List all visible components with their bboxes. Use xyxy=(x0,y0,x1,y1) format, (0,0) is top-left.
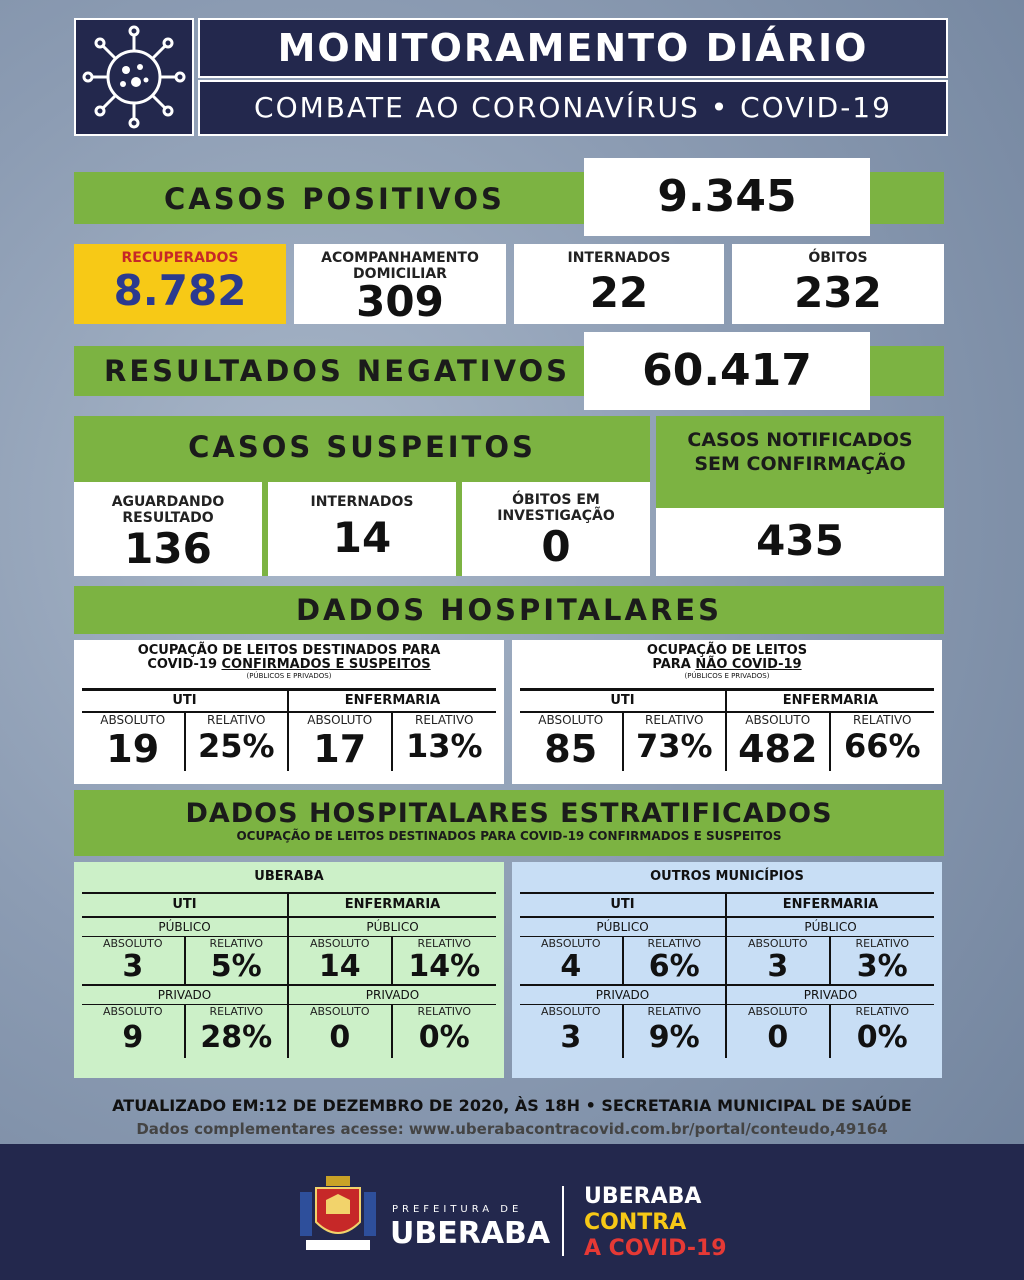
positivos-value: 9.345 xyxy=(657,171,797,222)
negativos-value-box xyxy=(584,332,870,410)
header-subtitle-box xyxy=(198,80,948,136)
prefeitura-label: PREFEITURA DE xyxy=(392,1204,523,1215)
page-subtitle: COMBATE AO CORONAVÍRUS • COVID-19 xyxy=(254,91,892,124)
hospitalares-bar xyxy=(74,586,944,634)
outros-enf-publico-label: PÚBLICO xyxy=(804,920,857,934)
obitos-label: ÓBITOS xyxy=(808,250,868,266)
estratificados-title: DADOS HOSPITALARES ESTRATIFICADOS xyxy=(185,798,833,829)
covid-beds-title-2a: COVID-19 xyxy=(147,657,222,672)
city-label: UBERABA xyxy=(390,1216,551,1251)
hospitalares-label: DADOS HOSPITALARES xyxy=(295,593,722,627)
uberaba-priv-enf-abs-value: 0 xyxy=(329,1020,351,1055)
uberaba-uti-privado-label: PRIVADO xyxy=(82,986,289,1004)
outros-pub-uti-abs-value: 4 xyxy=(560,949,582,984)
page-title: MONITORAMENTO DIÁRIO xyxy=(277,26,869,70)
internados-box xyxy=(514,244,724,324)
complementary-link[interactable]: Dados complementares acesse: www.uberabacontracovid.com.br/portal/conteudo,49164 xyxy=(136,1120,888,1138)
uberaba-uti-publico-label: PÚBLICO xyxy=(82,918,289,936)
covid-uti-abs-value: 19 xyxy=(106,727,160,771)
uberaba-priv-enf-abs-label: ABSOLUTO xyxy=(309,1005,370,1018)
nao-covid-beds-title-2 xyxy=(512,658,942,672)
covid-enf-rel-value: 13% xyxy=(405,727,483,765)
outros-priv-uti-rel-label: RELATIVO xyxy=(647,1005,702,1018)
updated-text: ATUALIZADO EM:12 DE DEZEMBRO DE 2020, ÀS 18H • SECRETARIA MUNICIPAL DE SAÚDE xyxy=(112,1096,912,1115)
internados-label: INTERNADOS xyxy=(567,250,671,266)
covid-beds-box xyxy=(74,640,504,784)
uberaba-priv-uti-rel-value: 28% xyxy=(200,1020,273,1055)
uberaba-pub-enf-abs-label: ABSOLUTO xyxy=(309,937,370,950)
uberaba-priv-uti-abs-label: ABSOLUTO xyxy=(102,1005,163,1018)
outros-uti-publico-label: PÚBLICO xyxy=(520,918,727,936)
outros-pub-enf-rel-label: RELATIVO xyxy=(855,937,910,950)
brand-bar xyxy=(0,1144,1024,1280)
suspeitos-label: CASOS SUSPEITOS xyxy=(188,430,536,464)
aguardando-label: AGUARDANDO RESULTADO xyxy=(111,494,225,526)
header-title-box xyxy=(198,18,948,78)
outros-pub-enf-abs-label: ABSOLUTO xyxy=(747,937,808,950)
uberaba-strat-box xyxy=(74,862,504,1078)
covid-enf-abs-value: 17 xyxy=(313,727,367,771)
uberaba-strat-title: UBERABA xyxy=(82,862,496,894)
outros-strat-title: OUTROS MUNICÍPIOS xyxy=(520,862,934,894)
uberaba-pub-enf-rel-label: RELATIVO xyxy=(417,937,472,950)
nao-covid-beds-title-2a: PARA xyxy=(652,657,696,672)
estratificados-subtitle: OCUPAÇÃO DE LEITOS DESTINADOS PARA COVID-19 CONFIRMADOS E SUSPEITOS xyxy=(236,829,782,843)
uberaba-pub-enf-abs-value: 14 xyxy=(318,949,361,984)
outros-strat-box xyxy=(512,862,942,1078)
nao-covid-enf-abs-label: ABSOLUTO xyxy=(745,713,811,727)
nao-covid-uti-rel-value: 73% xyxy=(635,727,713,765)
nao-covid-enf-header: ENFERMARIA xyxy=(782,693,879,708)
aguardando-value: 136 xyxy=(124,524,212,573)
internados-value: 22 xyxy=(589,268,649,317)
covid-enf-header: ENFERMARIA xyxy=(344,693,441,708)
obitos-investigacao-value: 0 xyxy=(541,522,571,571)
nao-covid-beds-title-1: OCUPAÇÃO DE LEITOS xyxy=(646,643,808,658)
recuperados-box xyxy=(74,244,286,324)
nao-covid-enf-abs-value: 482 xyxy=(738,727,818,771)
nao-covid-enf-rel-value: 66% xyxy=(843,727,921,765)
covid-beds-grid xyxy=(82,688,496,771)
positivos-label: CASOS POSITIVOS xyxy=(164,182,505,216)
domiciliar-value: 309 xyxy=(356,277,444,326)
nao-covid-beds-box xyxy=(512,640,942,784)
obitos-box xyxy=(732,244,944,324)
obitos-investigacao-label: ÓBITOS EM INVESTIGAÇÃO xyxy=(497,492,615,524)
nao-covid-uti-abs-label: ABSOLUTO xyxy=(538,713,604,727)
nao-covid-uti-rel-label: RELATIVO xyxy=(645,713,704,727)
obitos-value: 232 xyxy=(794,268,882,317)
uberaba-pub-enf-rel-value: 14% xyxy=(408,949,481,984)
uberaba-enf-header: ENFERMARIA xyxy=(344,897,441,912)
uberaba-pub-uti-rel-value: 5% xyxy=(210,949,262,984)
recuperados-value: 8.782 xyxy=(113,266,247,315)
covid-enf-abs-label: ABSOLUTO xyxy=(307,713,373,727)
outros-priv-enf-abs-label: ABSOLUTO xyxy=(747,1005,808,1018)
suspeitos-internados-value: 14 xyxy=(332,513,392,562)
outros-priv-enf-rel-label: RELATIVO xyxy=(855,1005,910,1018)
outros-priv-uti-abs-value: 3 xyxy=(560,1020,582,1055)
uberaba-priv-enf-rel-value: 0% xyxy=(418,1020,470,1055)
covid-beds-title-1: OCUPAÇÃO DE LEITOS DESTINADOS PARA xyxy=(137,643,441,658)
covid-beds-title-2 xyxy=(74,658,504,672)
covid-beds-note: (PÚBLICOS E PRIVADOS) xyxy=(246,672,332,680)
covid-enf-rel-label: RELATIVO xyxy=(415,713,474,727)
nao-covid-beds-title-2b: NÃO COVID-19 xyxy=(695,657,802,672)
covid-uti-abs-label: ABSOLUTO xyxy=(100,713,166,727)
covid-beds-title-2b: CONFIRMADOS E SUSPEITOS xyxy=(221,657,431,672)
nao-covid-uti-header: UTI xyxy=(520,691,727,711)
outros-enf-header: ENFERMARIA xyxy=(782,897,879,912)
uberaba-priv-uti-abs-value: 9 xyxy=(122,1020,144,1055)
outros-priv-enf-abs-value: 0 xyxy=(767,1020,789,1055)
obitos-investigacao-box xyxy=(462,482,650,576)
negativos-label: RESULTADOS NEGATIVOS xyxy=(104,354,571,388)
outros-pub-enf-rel-value: 3% xyxy=(856,949,908,984)
outros-uti-header: UTI xyxy=(520,894,727,916)
virus-icon xyxy=(76,20,192,134)
covid-uti-header: UTI xyxy=(82,691,289,711)
virus-logo-box xyxy=(74,18,194,136)
notificados-value: 435 xyxy=(756,516,844,565)
notificados-label: CASOS NOTIFICADOS SEM CONFIRMAÇÃO xyxy=(687,429,913,475)
brand-divider xyxy=(562,1186,564,1256)
nao-covid-beds-note: (PÚBLICOS E PRIVADOS) xyxy=(684,672,770,680)
uberaba-enf-publico-label: PÚBLICO xyxy=(366,920,419,934)
uberaba-pub-uti-rel-label: RELATIVO xyxy=(209,937,264,950)
uberaba-priv-uti-rel-label: RELATIVO xyxy=(209,1005,264,1018)
negativos-value: 60.417 xyxy=(642,345,812,396)
suspeitos-internados-box xyxy=(268,482,456,576)
recuperados-label: RECUPERADOS xyxy=(121,250,239,266)
uberaba-enf-privado-label: PRIVADO xyxy=(365,988,420,1002)
campaign-line-2: CONTRA xyxy=(584,1210,687,1235)
domiciliar-box xyxy=(294,244,506,324)
outros-enf-privado-label: PRIVADO xyxy=(803,988,858,1002)
outros-pub-uti-rel-value: 6% xyxy=(648,949,700,984)
outros-uti-privado-label: PRIVADO xyxy=(520,986,727,1004)
aguardando-box xyxy=(74,482,262,576)
outros-priv-uti-rel-value: 9% xyxy=(648,1020,700,1055)
uberaba-uti-header: UTI xyxy=(82,894,289,916)
nao-covid-enf-rel-label: RELATIVO xyxy=(853,713,912,727)
uberaba-pub-uti-abs-value: 3 xyxy=(122,949,144,984)
notificados-value-box xyxy=(656,508,944,576)
nao-covid-uti-abs-value: 85 xyxy=(544,727,598,771)
outros-pub-uti-abs-label: ABSOLUTO xyxy=(540,937,601,950)
estratificados-bar xyxy=(74,790,944,856)
uberaba-pub-uti-abs-label: ABSOLUTO xyxy=(102,937,163,950)
outros-priv-enf-rel-value: 0% xyxy=(856,1020,908,1055)
outros-pub-uti-rel-label: RELATIVO xyxy=(647,937,702,950)
covid-uti-rel-value: 25% xyxy=(197,727,275,765)
suspeitos-internados-label: INTERNADOS xyxy=(310,494,414,510)
uberaba-priv-enf-rel-label: RELATIVO xyxy=(417,1005,472,1018)
outros-priv-uti-abs-label: ABSOLUTO xyxy=(540,1005,601,1018)
positivos-value-box xyxy=(584,158,870,236)
campaign-line-1: UBERABA xyxy=(584,1184,702,1209)
campaign-line-3: A COVID-19 xyxy=(584,1236,727,1261)
outros-pub-enf-abs-value: 3 xyxy=(767,949,789,984)
domiciliar-label: ACOMPANHAMENTO DOMICILIAR xyxy=(321,250,479,282)
nao-covid-beds-grid xyxy=(520,688,934,771)
covid-uti-rel-label: RELATIVO xyxy=(207,713,266,727)
coat-of-arms-icon xyxy=(296,1174,380,1256)
